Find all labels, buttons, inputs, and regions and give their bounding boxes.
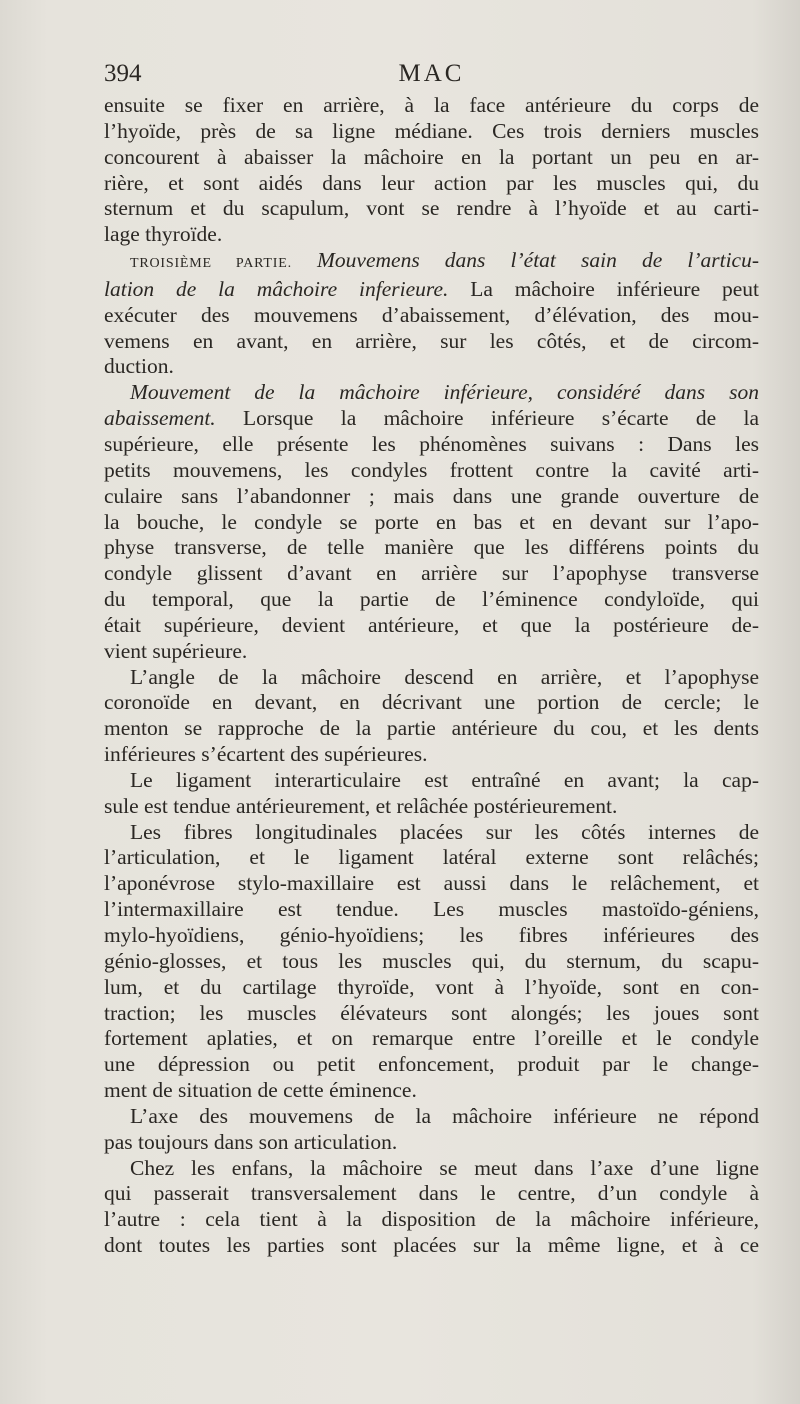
text-line: du temporal, que la partie de l’éminence condyloïde, qui [104,587,759,612]
text-line: la bouche, le condyle se porte en bas et en devant sur l’apo- [104,509,759,534]
text-line: l’hyoïde, près de sa ligne médiane. Ces trois derniers muscles [104,118,759,143]
subsection-heading-line [104,380,759,406]
text-line [104,277,759,303]
text-line: menton se rapproche de la partie antérieure du cou, et les dents [104,716,759,741]
text-line: l’autre : cela tient à la disposition de la mâchoire inférieure, [104,1207,759,1232]
section-label: TROISIÈME PARTIE. [130,256,292,272]
text-line: ment de situation de cette éminence. [104,1078,417,1103]
text-line: petits mouvemens, les condyles frottent contre la cavité arti- [104,457,759,482]
text-line: vient supérieure. [104,638,248,663]
text-line: était supérieure, devient antérieure, et que la postérieure de- [104,612,759,637]
body-text [104,93,759,1259]
subsection-title: Mouvement de la mâchoire inférieure, considéré dans son [130,380,759,405]
text-line: l’intermaxillaire est tendue. Les muscles mastoïdo-géniens, [104,897,759,922]
page-header [104,60,759,96]
text-line: ensuite se fixer en arrière, à la face antérieure du corps de [104,93,759,117]
text-segment: Lorsque la mâchoire inférieure s’écarte de la [242,406,759,431]
text-line: l’articulation, et le ligament latéral externe sont relâchés; [104,845,759,870]
text-line: culaire sans l’abandonner ; mais dans une grande ouverture de [104,483,759,508]
text-line: condyle glissent d’avant en arrière sur l’apophyse transverse [104,561,759,586]
text-line: supérieure, elle présente les phénomènes suivans : Dans les [104,431,759,456]
text-line [104,406,759,432]
text-line: sule est tendue antérieurement, et relâchée postérieurement. [104,793,618,818]
text-segment: La mâchoire inférieure peut [470,276,760,301]
text-line: pas toujours dans son articulation. [104,1129,398,1154]
text-line: vemens en avant, en arrière, sur les côtés, et de circom- [104,328,759,353]
text-line: mylo-hyoïdiens, génio-hyoïdiens; les fibres inférieures des [104,923,759,947]
text-line: traction; les muscles élévateurs sont alongés; les joues sont [104,1000,759,1025]
text-line: lage thyroïde. [104,222,223,247]
text-line: lum, et du cartilage thyroïde, vont à l’hyoïde, sont en con- [104,974,759,999]
text-line: Les fibres longitudinales placées sur les côtés internes de [130,819,759,844]
text-line: rière, et sont aidés dans leur action par les muscles qui, du [104,170,759,195]
section-title-continued: lation de la mâchoire inferieure. [104,276,449,301]
text-line: sternum et du scapulum, vont se rendre à l’hyoïde et au carti- [104,196,759,221]
text-line: concourent à abaisser la mâchoire en la portant un peu en ar- [104,144,759,169]
text-line: une dépression ou petit enfoncement, produit par le change- [104,1052,759,1077]
running-head: MAC [398,60,465,87]
text-line: physe transverse, de telle manière que les différens points du [104,535,759,560]
text-line: inférieures s’écartent des supérieures. [104,742,428,767]
text-line: dont toutes les parties sont placées sur la même ligne, et à ce [104,1233,759,1258]
section-title: Mouvemens dans l’état sain de l’articu- [317,248,760,273]
page-number: 394 [104,60,142,87]
text-line: Le ligament interarticulaire est entraîné en avant; la cap- [130,767,759,792]
subsection-title-continued: abaissement. [104,406,216,431]
text-line: coronoïde en devant, en décrivant une portion de cercle; le [104,690,759,715]
text-line: qui passerait transversalement dans le centre, d’un condyle à [104,1181,759,1206]
text-line: fortement aplaties, et on remarque entre l’oreille et le condyle [104,1026,759,1051]
text-line: L’angle de la mâchoire descend en arrière, et l’apophyse [130,664,759,689]
text-line: exécuter des mouvemens d’abaissement, d’élévation, des mou- [104,302,759,327]
text-line: L’axe des mouvemens de la mâchoire inférieure ne répond [130,1103,759,1128]
text-line: génio-glosses, et tous les muscles qui, du sternum, du scapu- [104,948,759,973]
section-heading-line [104,248,759,277]
text-line: duction. [104,354,174,379]
text-line: Chez les enfans, la mâchoire se meut dans l’axe d’une ligne [130,1155,759,1180]
text-line: l’aponévrose stylo-maxillaire est aussi dans le relâchement, et [104,871,759,896]
